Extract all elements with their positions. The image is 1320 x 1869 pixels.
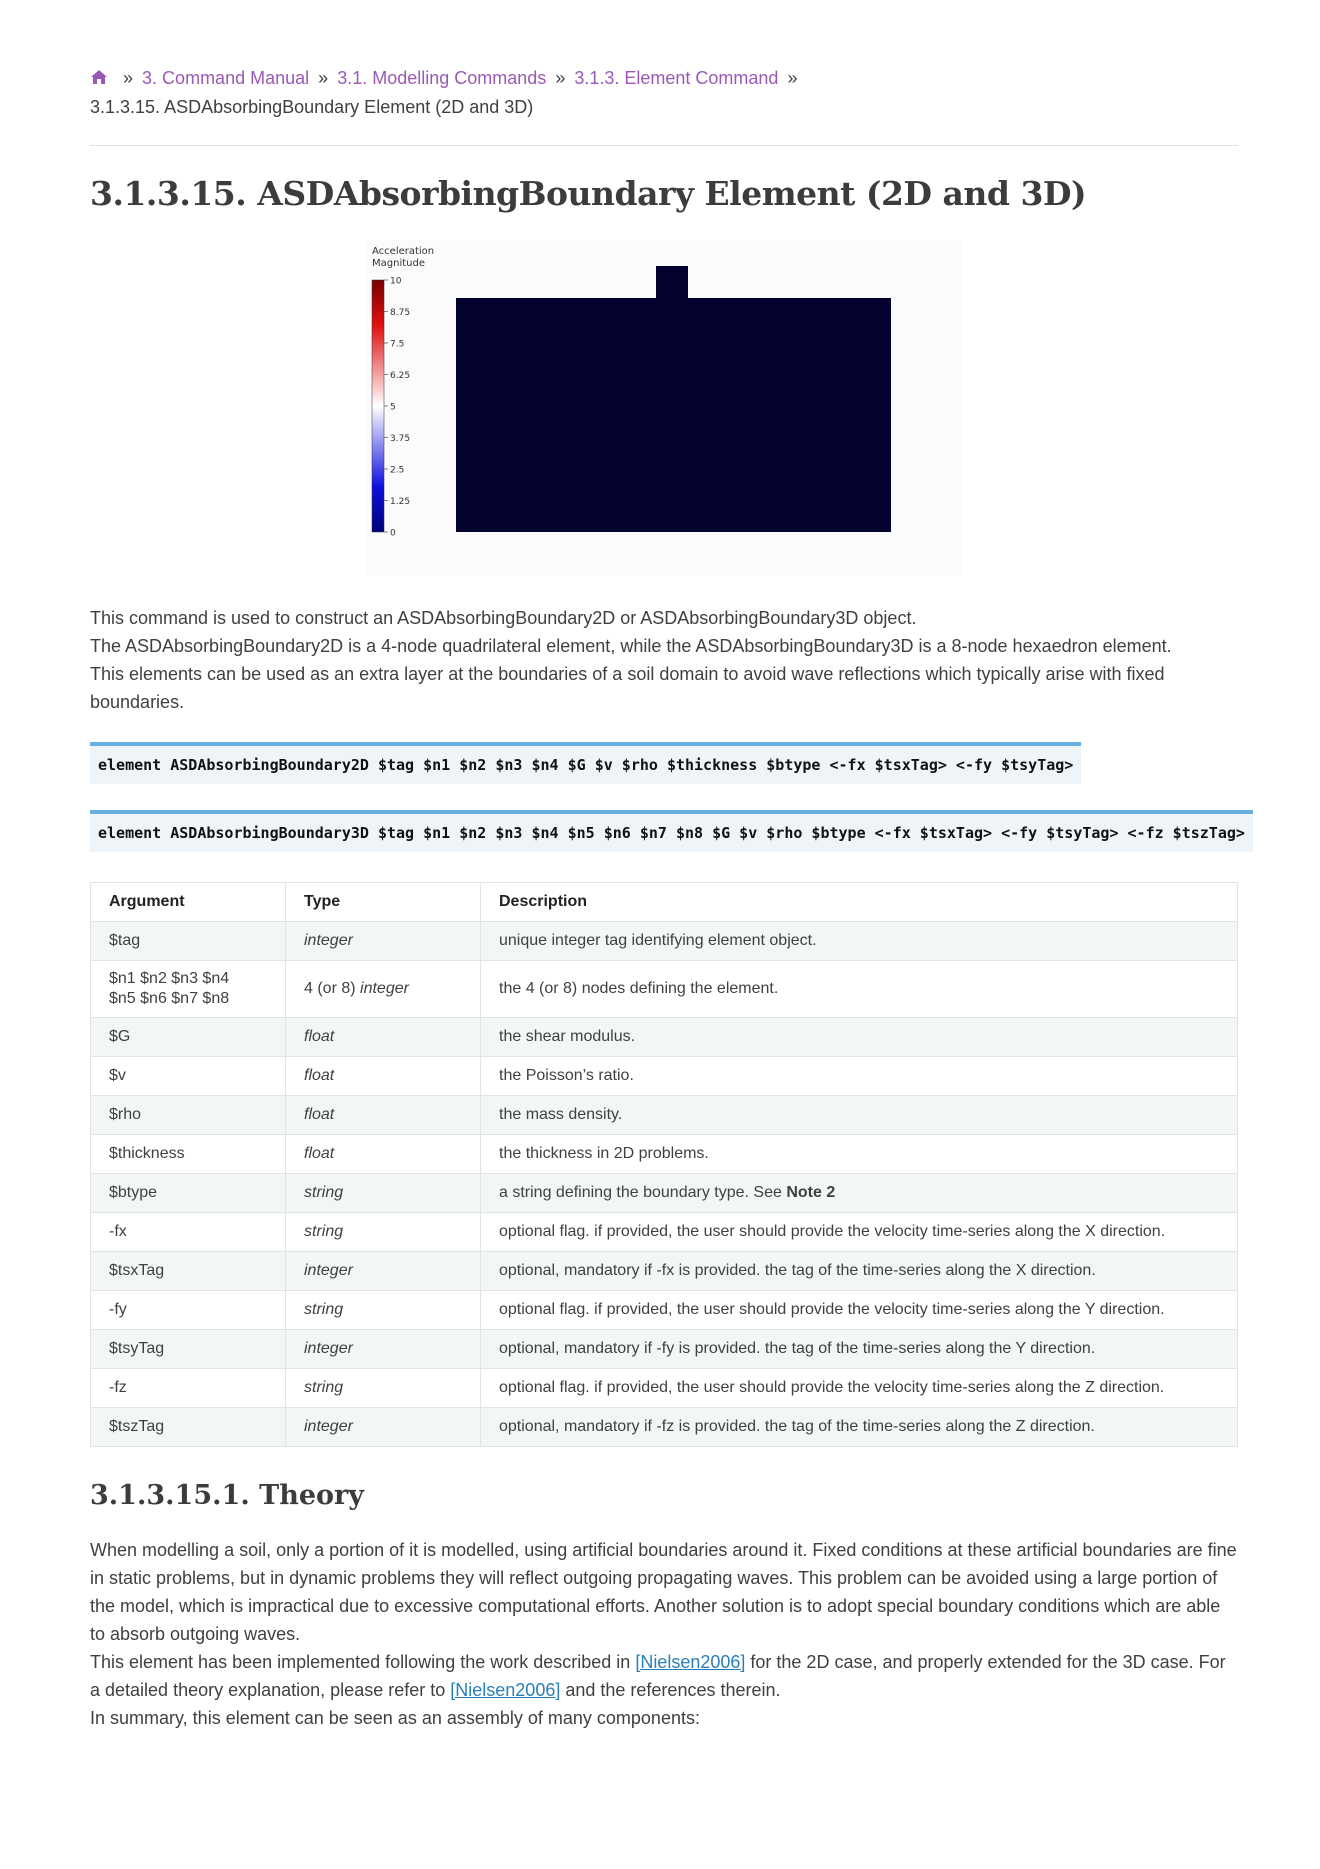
table-row: -fz string optional flag. if provided, the user should provide the velocity time-series along the Z direction. [91,1369,1238,1408]
breadcrumb-link-modelling-commands[interactable]: 3.1. Modelling Commands [337,68,547,88]
theory-paragraph-3: In summary, this element can be seen as an assembly of many components: [90,1708,700,1728]
header-argument: Argument [91,883,286,922]
colorbar-ticks [384,277,410,539]
table-row: $rho float the mass density. [91,1096,1238,1135]
table-header-row [91,883,1238,922]
soil-domain [456,266,891,532]
colorbar-tick-label: 7.5 [390,339,405,350]
theory-heading: 3.1.3.15.1. Theory [90,1480,364,1511]
colorbar-tick-label: 8.75 [390,308,411,318]
colorbar-title-2: Magnitude [372,258,425,269]
table-row: -fy string optional flag. if provided, the user should provide the velocity time-series along the Y direction. [91,1291,1238,1330]
note-2-ref[interactable]: Note 2 [786,1184,836,1201]
table-row: $tsyTag integer optional, mandatory if -fy is provided. the tag of the time-series along the Y direction. [91,1330,1238,1369]
breadcrumb: » 3. Command Manual » 3.1. Modelling Commands » 3.1.3. Element Command » 3.1.3.15. ASDAbsorbingBoundary Element (2D and 3D) [90,64,1238,121]
table-row: $tag integer unique integer tag identifying element object. [91,922,1238,961]
acceleration-plot [366,240,962,576]
colorbar-tick-label: 2.5 [390,465,405,476]
header-description: Description [481,883,1238,922]
intro-paragraph: This command is used to construct an ASDAbsorbingBoundary2D or ASDAbsorbingBoundary3D object. The ASDAbsorbingBoundary2D is a 4-node quadrilateral element, while the ASDAbsorbingBoundary3D is a 8-node hexaedron element. This elements can be used as an extra layer at the boundaries of a soil domain to avoid wave reflections which typically arise with fixed boundaries. [90,608,1172,712]
home-icon[interactable] [90,65,108,93]
breadcrumb-link-command-manual[interactable]: 3. Command Manual [142,68,310,88]
colorbar-tick-label: 3.75 [390,434,411,444]
theory-paragraph-2: This element has been implemented following the work described in [Nielsen2006] for the 2D case, and properly extended for the 3D case. For a detailed theory explanation, please refer to [Nielsen2006] and the references therein. [90,1652,1226,1700]
table-row: $tsxTag integer optional, mandatory if -fx is provided. the tag of the time-series along the X direction. [91,1252,1238,1291]
nielsen2006-link[interactable]: [Nielsen2006] [635,1652,746,1672]
table-row: $G float the shear modulus. [91,1018,1238,1057]
colorbar-tick-label: 1.25 [390,497,411,507]
table-row: -fx string optional flag. if provided, the user should provide the velocity time-series along the X direction. [91,1213,1238,1252]
arguments-table [90,882,1238,1447]
breadcrumb-current: 3.1.3.15. ASDAbsorbingBoundary Element (2D and 3D) [90,97,534,118]
breadcrumb-link-element-command[interactable]: 3.1.3. Element Command [574,68,779,88]
table-row: $tszTag integer optional, mandatory if -fz is provided. the tag of the time-series along the Z direction. [91,1408,1238,1447]
divider [90,145,1238,146]
nielsen2006-link[interactable]: [Nielsen2006] [450,1680,561,1700]
code-block-2d: element ASDAbsorbingBoundary2D $tag $n1 $n2 $n3 $n4 $G $v $rho $thickness $btype <-fx $tsxTag> <-fy $tsyTag> [90,742,1081,784]
simulation-figure [366,240,962,576]
colorbar [372,280,384,532]
table-row: $btype string a string defining the boundary type. See Note 2 [91,1174,1238,1213]
code-block-3d: element ASDAbsorbingBoundary3D $tag $n1 $n2 $n3 $n4 $n5 $n6 $n7 $n8 $G $v $rho $btype <-fx $tsxTag> <-fy $tsyTag> <-fz $tszTag> [90,810,1253,852]
theory-paragraph-1: When modelling a soil, only a portion of it is modelled, using artificial boundaries around it. Fixed conditions at these artificial boundaries are fine in static problems, but in dynamic problems they will reflect outgoing propagating waves. This problem can be avoided using a large portion of the model, which is impractical due to excessive computational efforts. Another solution is to adopt special boundary conditions which are able to absorb outgoing waves. [90,1540,1237,1644]
table-row: $v float the Poisson’s ratio. [91,1057,1238,1096]
page-title: 3.1.3.15. ASDAbsorbingBoundary Element (2D and 3D) [90,174,1087,213]
table-row: $n1 $n2 $n3 $n4 $n5 $n6 $n7 $n8 4 (or 8) integer the 4 (or 8) nodes defining the element. [91,961,1238,1018]
colorbar-title-1: Acceleration [372,246,435,257]
header-type: Type [286,883,481,922]
colorbar-tick-label: 0 [390,528,396,539]
theory-section [90,1536,1238,1732]
colorbar-tick-label: 10 [390,276,402,287]
colorbar-tick-label: 5 [390,402,396,413]
colorbar-tick-label: 6.25 [390,371,411,381]
table-row: $thickness float the thickness in 2D problems. [91,1135,1238,1174]
